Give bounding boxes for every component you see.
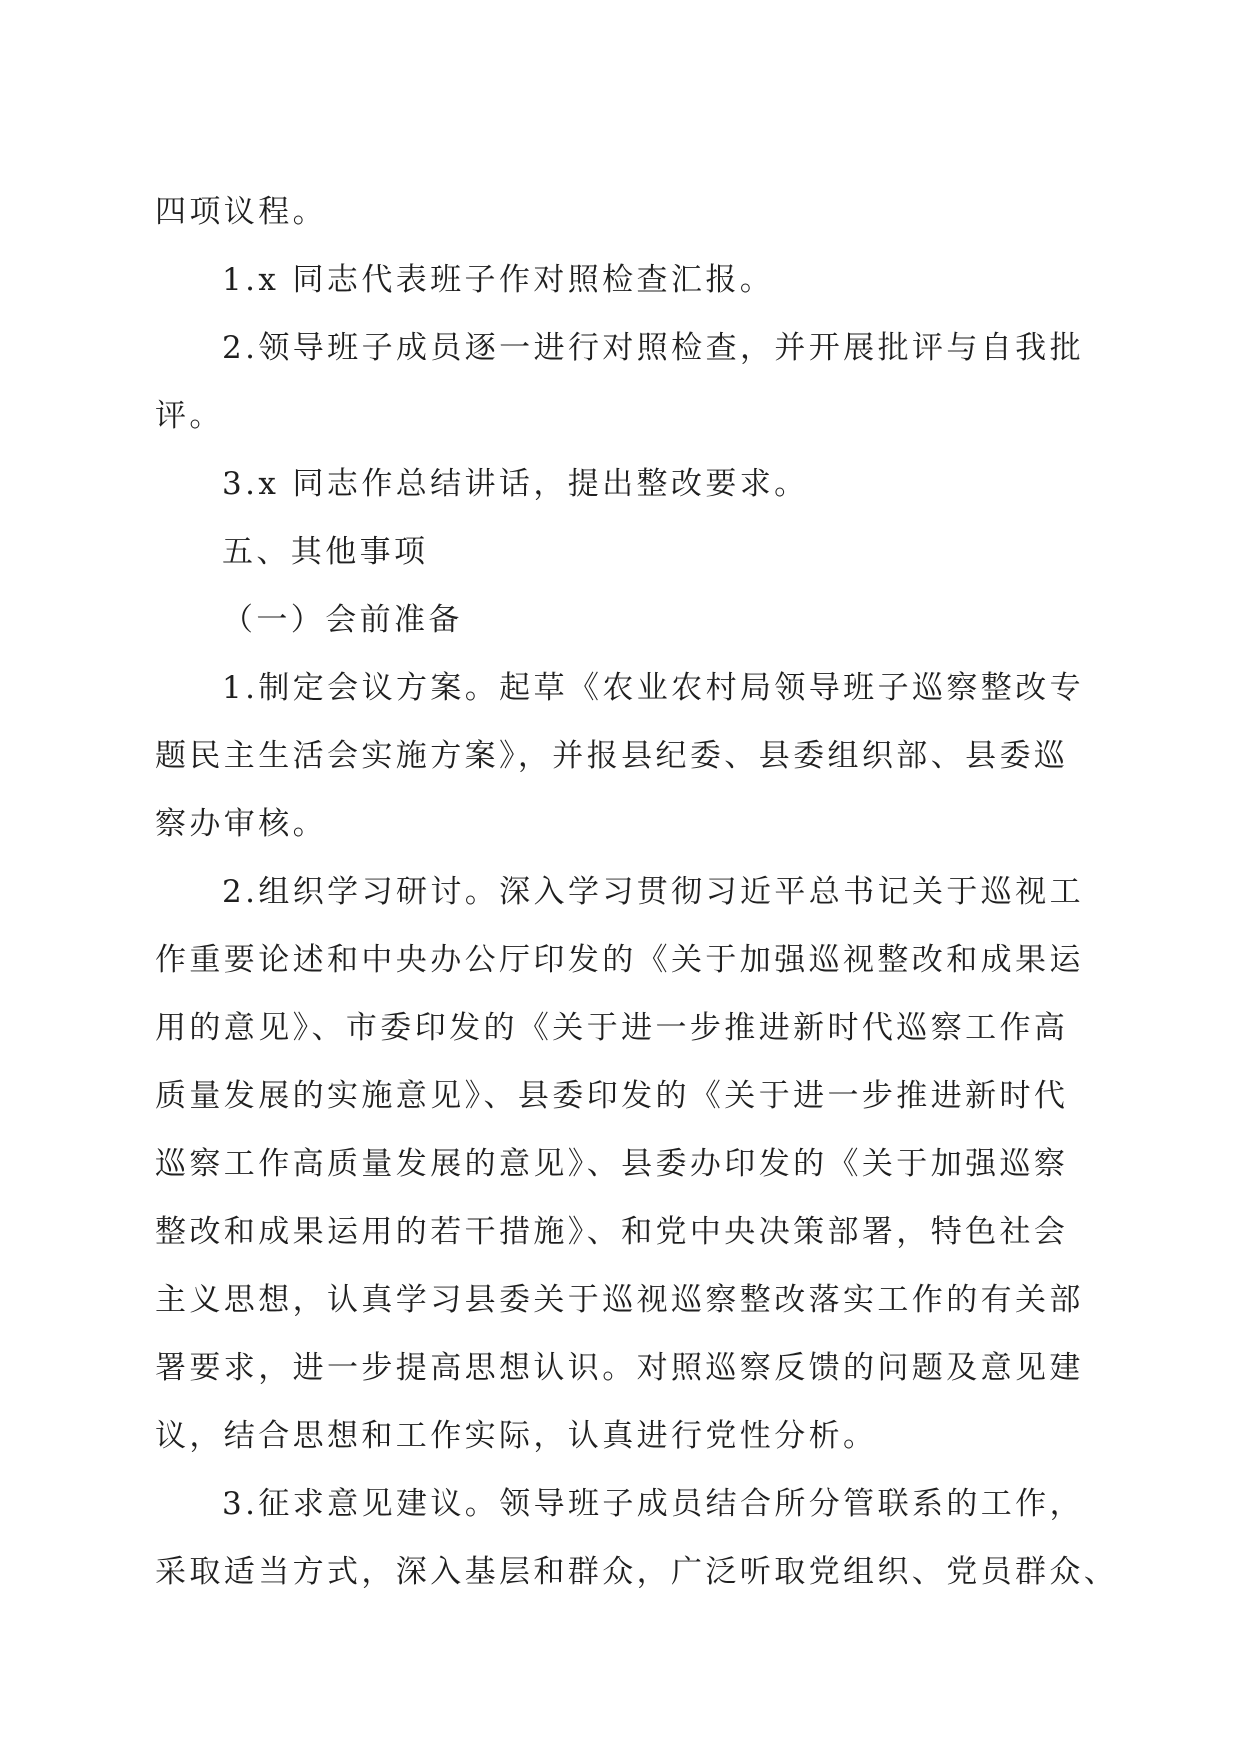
paragraph-line: 作重要论述和中央办公厅印发的《关于加强巡视整改和成果运 (155, 942, 1084, 978)
paragraph-line: 2.组织学习研讨。深入学习贯彻习近平总书记关于巡视工 (222, 874, 1084, 910)
agenda-item-3: 3.x 同志作总结讲话，提出整改要求。 (222, 466, 809, 502)
paragraph-line: 整改和成果运用的若干措施》、和党中央决策部署，特色社会 (155, 1214, 1069, 1250)
subsection-heading: （一）会前准备 (222, 602, 463, 638)
paragraph-line: 用的意见》、市委印发的《关于进一步推进新时代巡察工作高 (155, 1010, 1069, 1046)
paragraph-line: 议，结合思想和工作实际，认真进行党性分析。 (155, 1418, 878, 1454)
paragraph-line: 1.制定会议方案。起草《农业农村局领导班子巡察整改专 (222, 670, 1084, 706)
paragraph-line: 3.征求意见建议。领导班子成员结合所分管联系的工作， (222, 1486, 1084, 1522)
text-line: 评。 (155, 398, 224, 434)
paragraph-line: 题民主生活会实施方案》，并报县纪委、县委组织部、县委巡 (155, 738, 1069, 774)
agenda-item-1: 1.x 同志代表班子作对照检查汇报。 (222, 262, 775, 298)
paragraph-line: 主义思想，认真学习县委关于巡视巡察整改落实工作的有关部 (155, 1282, 1084, 1318)
paragraph-line: 署要求，进一步提高思想认识。对照巡察反馈的问题及意见建 (155, 1350, 1084, 1386)
paragraph-line: 察办审核。 (155, 806, 327, 842)
paragraph-line: 采取适当方式，深入基层和群众，广泛听取党组织、党员群众、 (155, 1554, 1119, 1590)
paragraph-line: 质量发展的实施意见》、县委印发的《关于进一步推进新时代 (155, 1078, 1069, 1114)
text-line: 四项议程。 (155, 194, 327, 230)
agenda-item-2: 2.领导班子成员逐一进行对照检查，并开展批评与自我批 (222, 330, 1084, 366)
paragraph-line: 巡察工作高质量发展的意见》、县委办印发的《关于加强巡察 (155, 1146, 1069, 1182)
section-heading: 五、其他事项 (222, 534, 429, 570)
